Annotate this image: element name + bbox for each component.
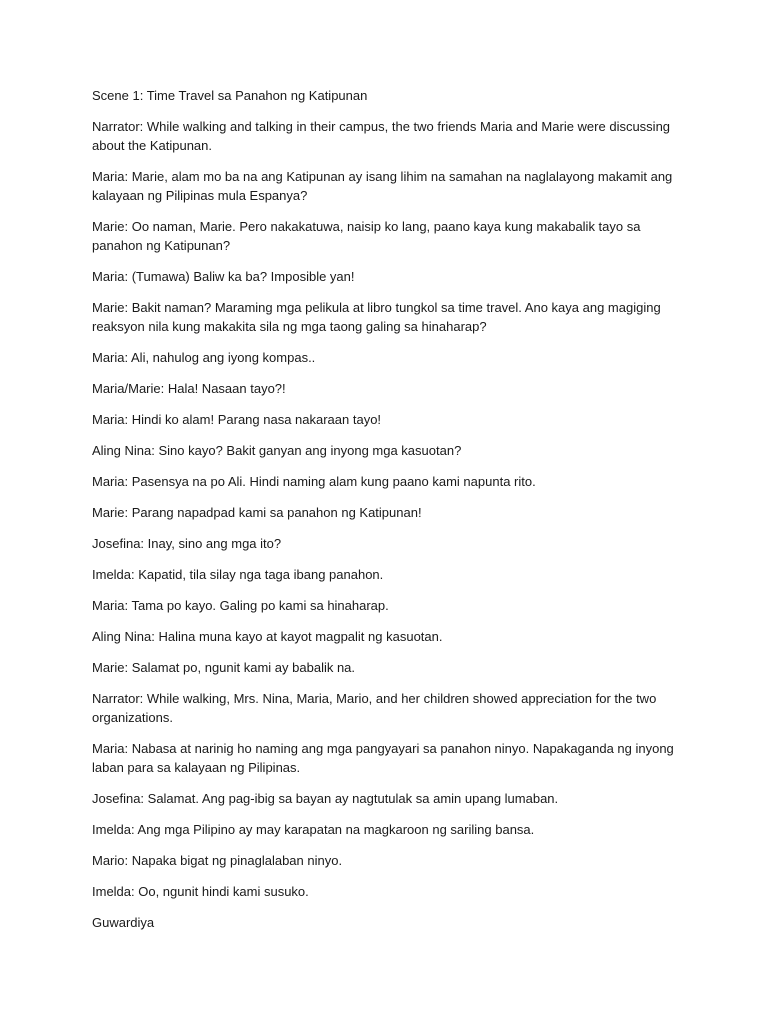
dialogue-line: Maria: (Tumawa) Baliw ka ba? Imposible yan! <box>92 269 355 284</box>
dialogue-line: Marie: Salamat po, ngunit kami ay babalik na. <box>92 660 356 675</box>
dialogue-line: Maria: Ali, nahulog ang iyong kompas.. <box>92 350 316 365</box>
dialogue-line: Narrator: While walking, Mrs. Nina, Maria, Mario, and her children showed appreciation for the two organizations. <box>92 691 657 725</box>
dialogue-line: Maria/Marie: Hala! Nasaan tayo?! <box>92 381 286 396</box>
dialogue-line: Aling Nina: Sino kayo? Bakit ganyan ang inyong mga kasuotan? <box>92 443 462 458</box>
dialogue-line: Maria: Tama po kayo. Galing po kami sa hinaharap. <box>92 598 389 613</box>
dialogue-line: Josefina: Inay, sino ang mga ito? <box>92 536 282 551</box>
dialogue-line: Aling Nina: Halina muna kayo at kayot magpalit ng kasuotan. <box>92 629 443 644</box>
dialogue-line: Imelda: Kapatid, tila silay nga taga ibang panahon. <box>92 567 384 582</box>
dialogue-line: Marie: Parang napadpad kami sa panahon ng Katipunan! <box>92 505 422 520</box>
dialogue-line: Marie: Bakit naman? Maraming mga pelikula at libro tungkol sa time travel. Ano kaya ang magiging reaksyon nila kung makakita sila ng mga taong galing sa hinaharap? <box>92 300 661 334</box>
dialogue-line: Narrator: While walking and talking in their campus, the two friends Maria and Marie were discussing about the Katipunan. <box>92 119 671 153</box>
dialogue-line: Maria: Nabasa at narinig ho naming ang mga pangyayari sa panahon ninyo. Napakaganda ng inyong laban para sa kalayaan ng Pilipinas. <box>92 741 674 775</box>
dialogue-line: Marie: Oo naman, Marie. Pero nakakatuwa, naisip ko lang, paano kaya kung makabalik tayo sa panahon ng Katipunan? <box>92 219 641 253</box>
dialogue-line: Imelda: Ang mga Pilipino ay may karapatan na magkaroon ng sariling bansa. <box>92 822 535 837</box>
dialogue-line: Mario: Napaka bigat ng pinaglalaban ninyo. <box>92 853 343 868</box>
dialogue-line: Maria: Hindi ko alam! Parang nasa nakaraan tayo! <box>92 412 382 427</box>
dialogue-line: Maria: Pasensya na po Ali. Hindi naming alam kung paano kami napunta rito. <box>92 474 536 489</box>
scene-title: Scene 1: Time Travel sa Panahon ng Katipunan <box>92 88 368 103</box>
script-body <box>92 86 682 944</box>
dialogue-line: Josefina: Salamat. Ang pag-ibig sa bayan ay nagtutulak sa amin upang lumaban. <box>92 791 559 806</box>
character-heading: Guwardiya <box>92 915 155 930</box>
dialogue-line: Imelda: Oo, ngunit hindi kami susuko. <box>92 884 309 899</box>
dialogue-line: Maria: Marie, alam mo ba na ang Katipunan ay isang lihim na samahan na naglalayong makamit ang kalayaan ng Pilipinas mula Espanya? <box>92 169 673 203</box>
